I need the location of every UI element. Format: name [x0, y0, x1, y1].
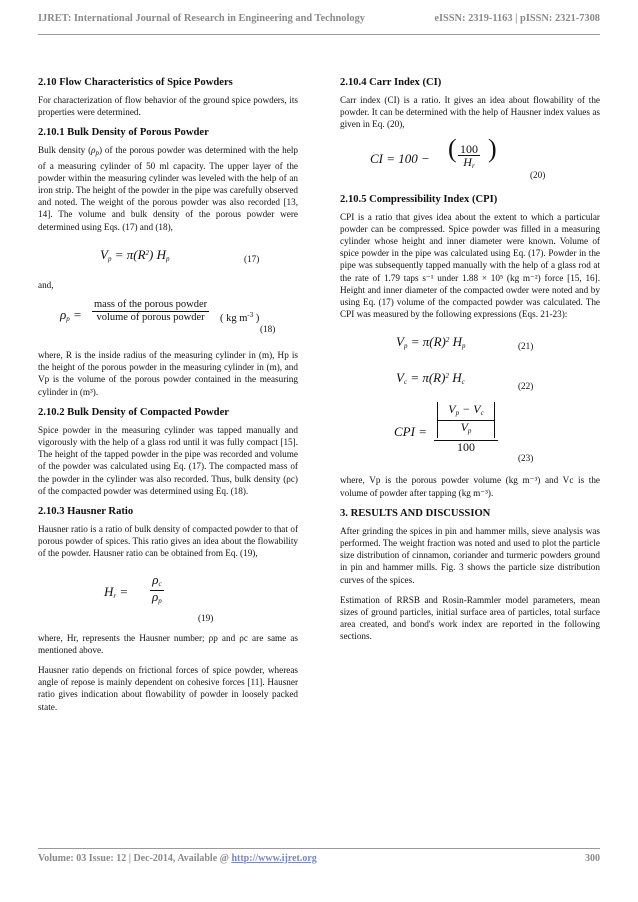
section-2-10-3-text-2: where, Hr, represents the Hausner number; ρp and ρc are same as mentioned above. [38, 632, 298, 655]
section-2-10-3-title: 2.10.3 Hausner Ratio [38, 506, 134, 518]
section-2-10-text: For characterization of flow behavior of the ground spice powders, its properties were determined. [38, 95, 298, 118]
section-2-10-2-title: 2.10.2 Bulk Density of Compacted Powder [38, 406, 229, 418]
equation-19: $H_r$ = $\frac{\rho_c}{\rho_p}$ (19) [104, 571, 214, 623]
section-2-10-5-title: 2.10.5 Compressibility Index (CPI) [340, 193, 498, 205]
footer-text: Volume: 03 Issue: 12 | Dec-2014, Available @ [38, 853, 232, 864]
section-3-text-1: After grinding the spices in pin and hammer mills, sieve analysis was performed. The weight fraction was noted and used to plot the particle size distribution of cinnamon, coriander and turmeric powders ground in pin and hammer mills. Fig. 3 shows the particle size distribution curves of the spices. [340, 525, 600, 585]
section-3-text-2: Estimation of RRSB and Rosin-Rammler model parameters, mean sizes of ground particles, initial surface area of particles, total surface area created, and bond's work index are reported in the following sections. [340, 594, 600, 642]
section-2-10-2-text: Spice powder in the measuring cylinder was tapped manually and vigorously with the help of a glass rod until it was fully compact [15]. The height of the tapped powder in the pipe was recorded and volume of the powder was calculated using Eq. (17). The compacted mass of the powder in the cylinder was also recorded. Thus, bulk density (ρc) of the compacted powder was determined using Eq. (18). [38, 424, 298, 496]
section-2-10-title: 2.10 Flow Characteristics of Spice Powders [38, 77, 233, 88]
section-2-10-3-text: Hausner ratio is a ratio of bulk density of compacted powder to that of porous powder of spices. This ratio gives an idea about the flowability of the powder. Hausner ratio can be obtained from Eq. (19), [38, 524, 298, 559]
header-rule [38, 34, 600, 35]
equation-17: $V_p = \pi(R^2)$ $H_p$ (17) [100, 246, 260, 264]
footer-rule [38, 848, 600, 849]
section-2-10-1-text-2: where, R is the inside radius of the measuring cylinder in (m), Hp is the height of the porous powder in the measuring cylinder in (m), and Vp is the volume of the porous powder contained in the measuring cylinder in (m³). [38, 350, 298, 397]
journal-link[interactable]: http://www.ijret.org [231, 853, 317, 864]
equation-20: CI = 100 − ( $\frac{100}{H_r}$ ) (20) [370, 133, 546, 180]
section-3-title: 3. RESULTS AND DISCUSSION [340, 507, 491, 519]
equation-21: $V_p = \pi(R)^2$ $H_p$ (21) [396, 334, 534, 352]
issn: eISSN: 2319-1163 | pISSN: 2321-7308 [434, 13, 600, 24]
running-header [38, 10, 600, 32]
journal-title: IJRET: International Journal of Research in Engineering and Technology [38, 13, 365, 24]
section-2-10-4-title: 2.10.4 Carr Index (CI) [340, 77, 442, 88]
section-2-10-4-text: Carr index (CI) is a ratio. It gives an idea about flowability of the powder. It can be determined with the help of Hausner index values as given in Eq. (20), [340, 95, 600, 130]
equation-18: $\rho_p$ = mass of the porous powder volume of porous powder ( kg $m^{-3}$ ) (18) [60, 299, 276, 335]
page-number: 300 [585, 853, 600, 864]
section-2-10-1-text: Bulk density $(\rho_p)$ of the porous powder was determined with the help of a measuring cylinder of 50 ml capacity. The upper layer of the powder within the measuring cylinder was leveled with the help of an iron strip. The height of the powder in the pipe was carefully observed and noted. The weight of the porous powder was also recorded [13, 14]. The volume and bulk density of the porous powder were determined using Eqs. (17) and (18), [38, 145, 298, 232]
section-2-10-5-text-2: where, Vp is the porous powder volume (kg m⁻³) and Vc is the volume of powder after tapping (kg m⁻³). [340, 475, 600, 498]
equation-22: $V_c = \pi(R)^2$ $H_c$ (22) [396, 370, 534, 392]
and-text: and, [38, 279, 54, 290]
section-2-10-3-text-3: Hausner ratio depends on frictional forces of spice powder, whereas angle of repose is mainly dependent on cohesive forces [11]. Hausner ratio gives indication about flowability of powder in loosely packed state. [38, 665, 298, 712]
section-2-10-5-text: CPI is a ratio that gives idea about the extent to which a particular powder can be compressed. Spice powder was filled in a measuring cylinder whose height and inner diameter were known. Volume of spice powder in the pipe was calculated using Eq. (17). Powder in the pipe was subsequently tapped manually with the help of a glass rod at the rate of 1.79 taps s⁻¹ under 1.88 × 10⁵ (kg m⁻²) force [15, 16]. Height and inner diameter of the compacted owder were noted and by using Eq. (17) volume of the compacted powder was calculated. The CPI was measured by the following expressions (Eqs. 21-23): [340, 211, 600, 320]
equation-23: CPI = $V_p - V_c$ $V_p$ 100 (23) [394, 402, 534, 464]
section-2-10-1-title: 2.10.1 Bulk Density of Porous Powder [38, 127, 209, 139]
right-column [340, 76, 600, 651]
left-column [38, 76, 298, 721]
